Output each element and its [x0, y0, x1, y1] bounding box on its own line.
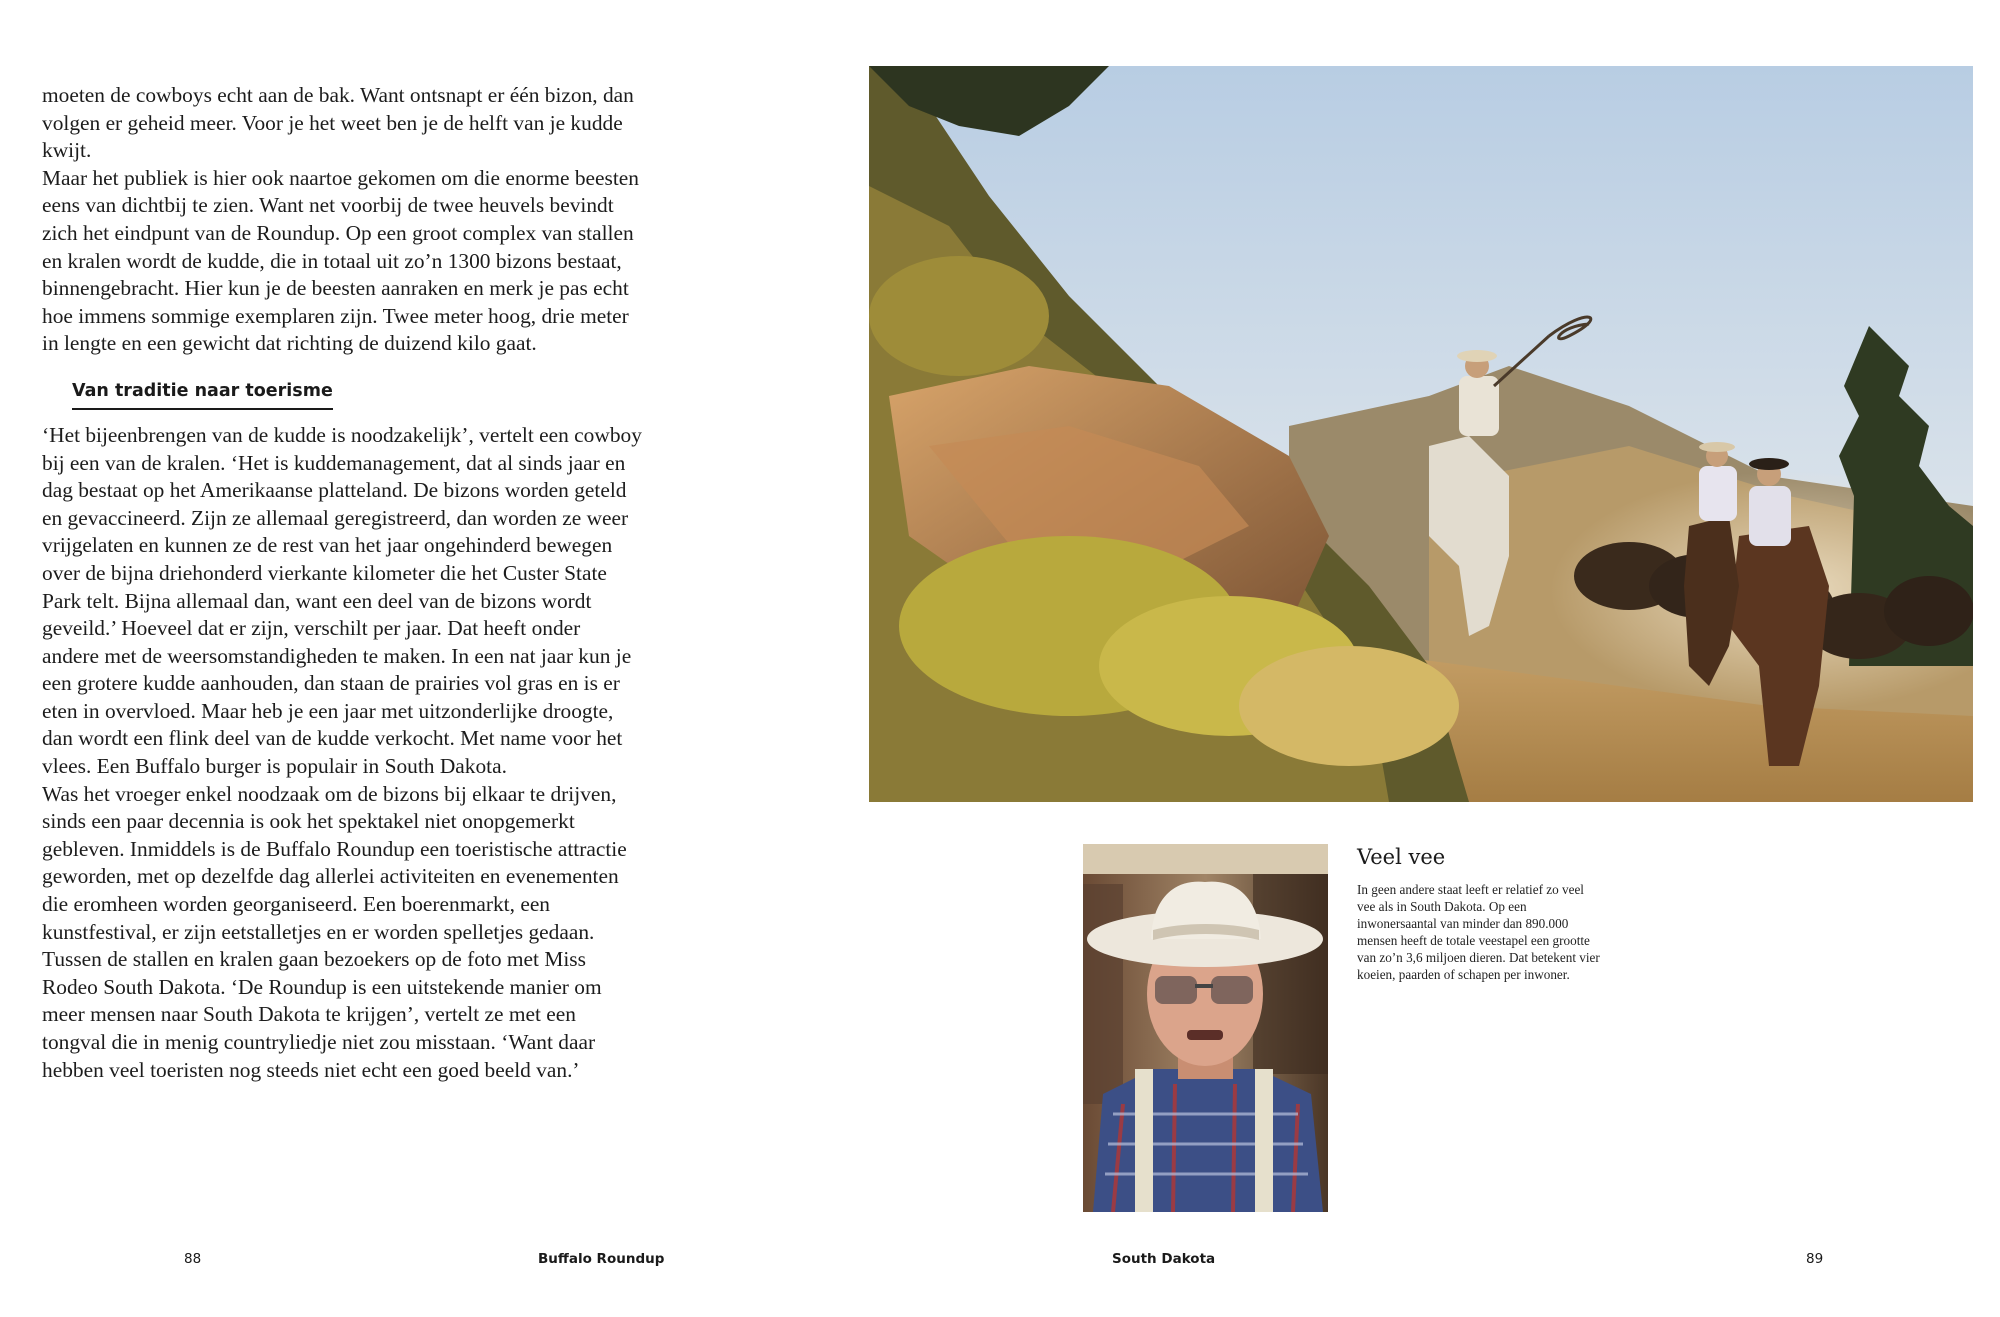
- hero-photo-illustration: [869, 66, 1973, 802]
- sidebar-box: [1357, 843, 1601, 983]
- body-paragraph: Was het vroeger enkel noodzaak om de bizons bij elkaar te drijven, sinds een paar decennia is ook het spektakel niet onopgemerkt gebleven. Inmiddels is de Buffalo Roundup een toeristische attractie geworden, met op dezelfde dag allerlei activiteiten en evenementen die eromheen worden georganiseerd. Een boerenmarkt, een kunstfestival, er zijn eetstalletjes en er worden spelletjes gedaan. Tussen de stallen en kralen gaan bezoekers op de foto met Miss Rodeo South Dakota. ‘De Roundup is een uitstekende manier om meer mensen naar South Dakota te krijgen’, vertelt ze met een tongval die in menig countryliedje niet zou misstaan. ‘Want daar hebben veel toeristen nog steeds niet echt een goed beeld van.’: [42, 781, 627, 1082]
- section-subheading: Van traditie naar toerisme: [72, 378, 333, 410]
- sidebar-text: In geen andere staat leeft er relatief zo veel vee als in South Dakota. Op een inwonersaantal van minder dan 890.000 mensen heeft de totale veestapel een grootte van zo’n 3,6 miljoen dieren. Dat betekent vier koeien, paarden of schapen per inwoner.: [1357, 882, 1600, 982]
- hero-photo-cowboys-bison: [869, 66, 1973, 802]
- portrait-photo-illustration: [1083, 844, 1328, 1212]
- body-paragraph: Maar het publiek is hier ook naartoe gekomen om die enorme beesten eens van dichtbij te zien. Want net voorbij de twee heuvels bevindt zich het eindpunt van de Roundup. Op een groot complex van stallen en kralen wordt de kudde, die in totaal uit zo’n 1300 bizons bestaat, binnengebracht. Hier kun je de beesten aanraken en merk je pas echt hoe immens sommige exemplaren zijn. Twee meter hoog, drie meter in lengte en een gewicht dat richting de duizend kilo gaat.: [42, 165, 639, 356]
- sidebar-title: Veel vee: [1357, 845, 1446, 869]
- page-number-right: 89: [1806, 1251, 1824, 1267]
- article-body: [42, 82, 642, 1084]
- page-number-left: 88: [184, 1251, 202, 1267]
- body-paragraph: moeten de cowboys echt aan de bak. Want ontsnapt er één bizon, dan volgen er geheid meer. Voor je het weet ben je de helft van je kudde kwijt.: [42, 83, 634, 163]
- running-head-left: Buffalo Roundup: [538, 1251, 665, 1267]
- running-head-right: South Dakota: [1112, 1251, 1216, 1267]
- body-paragraph: ‘Het bijeenbrengen van de kudde is noodzakelijk’, vertelt een cowboy bij een van de kralen. ‘Het is kuddemanagement, dat al sinds jaar en dag bestaat op het Amerikaanse platteland. De bizons worden geteld en gevaccineerd. Zijn ze allemaal geregistreerd, dan worden ze weer vrijgelaten en kunnen ze de rest van het jaar ongehinderd bewegen over de bijna driehonderd vierkante kilometer die het Custer State Park telt. Bijna allemaal dan, want een deel van de bizons wordt geveild.’ Hoeveel dat er zijn, verschilt per jaar. Dat heeft onder andere met de weersomstandigheden te maken. In een nat jaar kun je een grotere kudde aanhouden, dan staan de prairies vol gras en is er eten in overvloed. Maar heb je een jaar met uitzonderlijke droogte, dan wordt een flink deel van de kudde verkocht. Met name voor het vlees. Een Buffalo burger is populair in South Dakota.: [42, 422, 642, 779]
- portrait-photo-old-cowboy: [1083, 844, 1328, 1212]
